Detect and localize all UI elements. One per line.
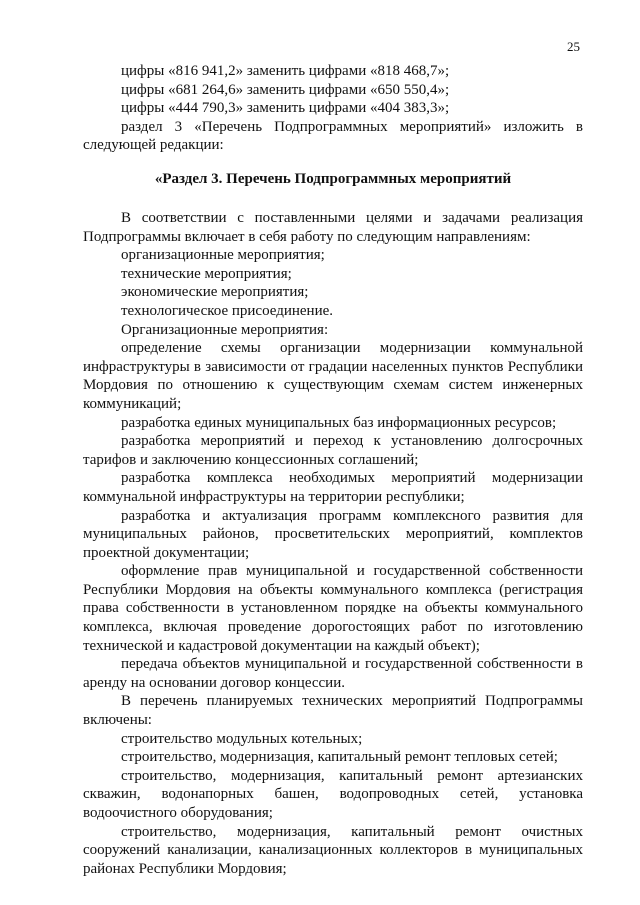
paragraph: разработка комплекса необходимых мероприятий модернизации коммунальной инфраструктуры на территории республики; xyxy=(83,470,583,505)
paragraph: разработка единых муниципальных баз информационных ресурсов; xyxy=(121,414,557,431)
paragraph: Организационные мероприятия: xyxy=(121,321,329,338)
paragraph: определение схемы организации модернизации коммунальной инфраструктуры в зависимости от градации населенных пунктов Республики Мордовия по отношению к существующим схемам систем инженерных коммуникаций; xyxy=(83,340,583,412)
paragraph: оформление прав муниципальной и государственной собственности Республики Мордовия на объекты коммунального комплекса (регистрация права собственности в установленном порядке на объекты коммунального комплекса, включая проведение дорогостоящих работ по изготовлению технической и кадастровой документации на каждый объект); xyxy=(83,563,583,654)
section-heading: «Раздел 3. Перечень Подпрограммных мероприятий xyxy=(154,171,512,187)
paragraph: В соответствии с поставленными целями и задачами реализация Подпрограммы включает в себя работу по следующим направлениям: xyxy=(83,210,583,245)
paragraph: передача объектов муниципальной и государственной собственности в аренду на основании договор концессии. xyxy=(83,656,583,691)
text-line: цифры «681 264,6» заменить цифрами «650 550,4»; xyxy=(121,81,450,98)
paragraph: технические мероприятия; xyxy=(121,265,292,282)
paragraph: строительство, модернизация, капитальный ремонт очистных сооружений канализации, канализационных коллекторов в муниципальных районах Республики Мордовия; xyxy=(83,823,583,877)
top-lines xyxy=(83,62,583,155)
paragraph: технологическое присоединение. xyxy=(121,302,334,319)
paragraph: разработка мероприятий и переход к установлению долгосрочных тарифов и заключению концессионных соглашений; xyxy=(83,433,583,468)
paragraph: организационные мероприятия; xyxy=(121,247,325,264)
page-number: 25 xyxy=(567,39,580,54)
text-line: цифры «444 790,3» заменить цифрами «404 383,3»; xyxy=(121,100,450,117)
paragraph: строительство модульных котельных; xyxy=(121,730,363,747)
paragraph: экономические мероприятия; xyxy=(121,284,309,301)
paragraph: строительство, модернизация, капитальный ремонт артезианских скважин, водонапорных башен, водопроводных сетей, установка водоочистного оборудования; xyxy=(83,767,583,821)
section-body xyxy=(83,209,583,878)
paragraph: разработка и актуализация программ комплексного развития для муниципальных районов, просветительских мероприятий, комплектов проектной документации; xyxy=(83,507,583,561)
paragraph: В перечень планируемых технических мероприятий Подпрограммы включены: xyxy=(83,693,583,729)
text-line: цифры «816 941,2» заменить цифрами «818 468,7»; xyxy=(121,63,450,79)
text-line: раздел 3 «Перечень Подпрограммных мероприятий» изложить в следующей редакции: xyxy=(83,118,583,154)
paragraph: строительство, модернизация, капитальный ремонт тепловых сетей; xyxy=(121,749,558,766)
